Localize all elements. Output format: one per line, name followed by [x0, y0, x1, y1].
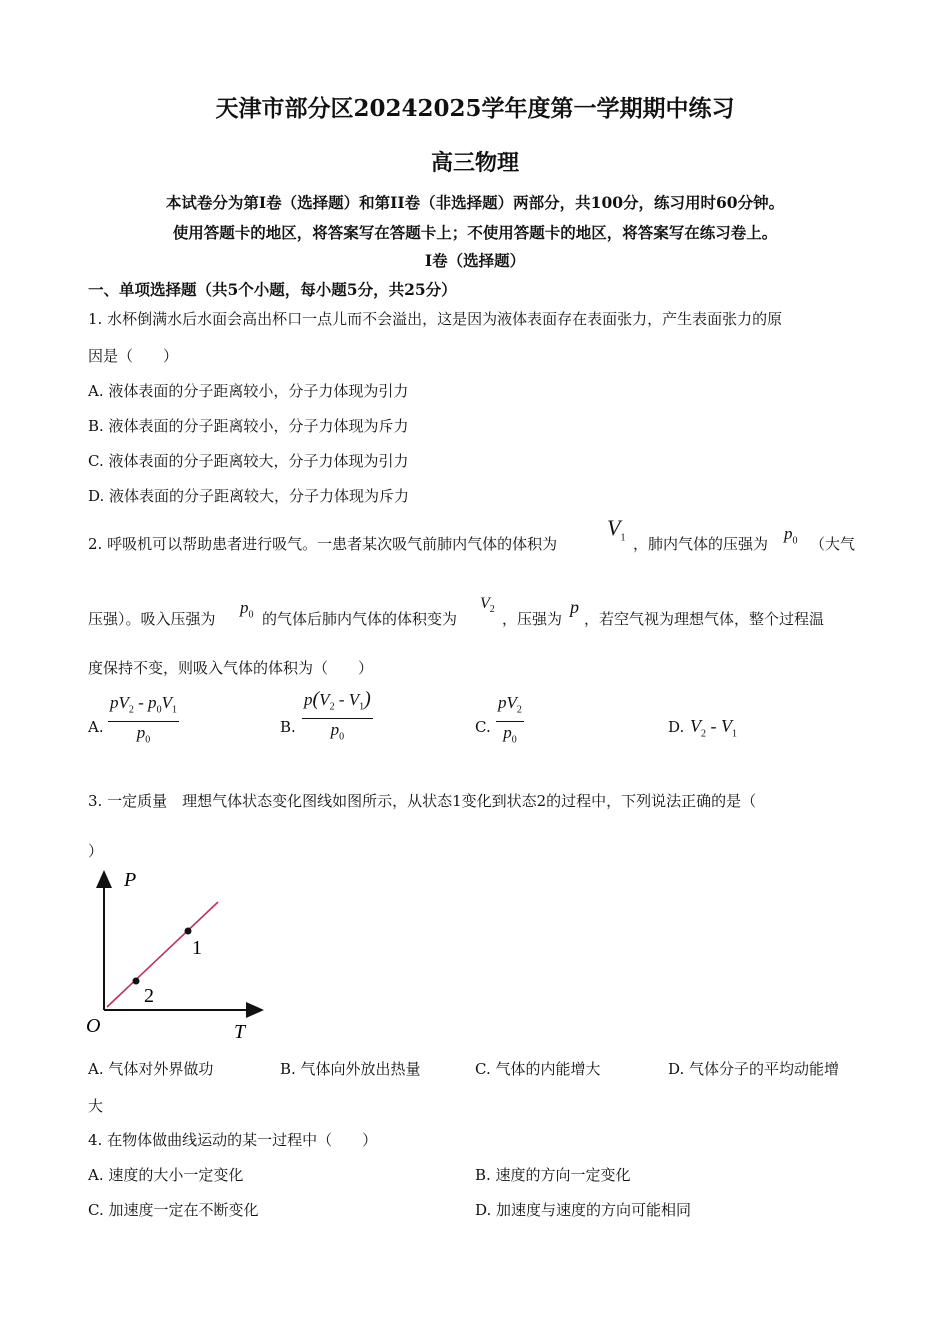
q2-stem-line1b: ，肺内气体的压强为 — [633, 535, 769, 553]
q4-option-b[interactable]: B. 速度的方向一定变化 — [475, 1166, 631, 1184]
q2-stem-line2c: ，压强为 — [502, 610, 563, 628]
volume-title: I卷（选择题） — [424, 251, 526, 270]
q2-stem-line1c: （大气 — [810, 535, 856, 553]
q2-option-d-formula[interactable]: $V_2 - V_1$ — [690, 716, 737, 740]
q3-option-d-cont: 大 — [88, 1097, 104, 1115]
state-2-label: 2 — [144, 985, 154, 1007]
q2-option-b-label[interactable]: B. — [280, 718, 296, 736]
q4-option-c[interactable]: C. 加速度一定在不断变化 — [88, 1201, 259, 1219]
q4-option-d[interactable]: D. 加速度与速度的方向可能相同 — [475, 1201, 692, 1219]
q3-stem-line2: ） — [88, 842, 104, 860]
q4-stem: 4. 在物体做曲线运动的某一过程中（ ） — [88, 1131, 378, 1149]
q2-option-c-formula[interactable]: $pV_2$ $p_0$ — [498, 693, 522, 746]
q2-stem-line2b: 的气体后肺内气体的体积变为 — [262, 610, 458, 628]
q3-stem-line1: 3. 一定质量 理想气体状态变化图线如图所示，从状态1变化到状态2的过程中，下列说法正确的是（ — [88, 792, 757, 810]
state-1-label: 1 — [192, 937, 202, 959]
state-2-point — [133, 978, 140, 985]
pt-graph — [80, 862, 280, 1052]
q1-option-c[interactable]: C. 液体表面的分子距离较大，分子力体现为引力 — [88, 452, 409, 470]
q4-option-a[interactable]: A. 速度的大小一定变化 — [88, 1166, 244, 1184]
q3-option-b[interactable]: B. 气体向外放出热量 — [280, 1060, 421, 1078]
q2-stem-line2a: 压强）。吸入压强为 — [88, 610, 216, 628]
q3-option-a[interactable]: A. 气体对外界做功 — [88, 1060, 214, 1078]
q3-option-d[interactable]: D. 气体分子的平均动能增 — [668, 1060, 840, 1078]
q2-option-d-label[interactable]: D. — [668, 718, 685, 736]
q1-option-b[interactable]: B. 液体表面的分子距离较小，分子力体现为斥力 — [88, 417, 409, 435]
exam-title: 天津市部分区20242025学年度第一学期期中练习 — [215, 95, 735, 122]
q2-option-c-label[interactable]: C. — [475, 718, 491, 736]
q2-var-p: p — [570, 597, 579, 617]
state-1-point — [185, 928, 192, 935]
q2-option-a-formula[interactable]: $pV_2 - p_0V_1$ $p_0$ — [110, 693, 177, 746]
q2-var-p0-b: $p_0$ — [240, 598, 254, 621]
section-title: 一、单项选择题（共5个小题，每小题5分，共25分） — [88, 280, 457, 299]
q3-option-c[interactable]: C. 气体的内能增大 — [475, 1060, 601, 1078]
q1-option-d[interactable]: D. 液体表面的分子距离较大，分子力体现为斥力 — [88, 487, 410, 505]
q1-stem-line2: 因是（ ） — [88, 347, 179, 365]
q2-var-p0: $p_0$ — [784, 524, 798, 547]
q2-var-v1: $V_1$ — [607, 515, 626, 544]
origin-label: O — [86, 1015, 101, 1037]
q1-stem-line1: 1. 水杯倒满水后水面会高出杯口一点儿而不会溢出，这是因为液体表面存在表面张力，产生表面张力的原 — [88, 310, 783, 328]
exam-note-1: 本试卷分为第I卷（选择题）和第II卷（非选择题）两部分，共100分，练习用时60分钟。 — [165, 193, 785, 212]
q2-option-a-label[interactable]: A. — [88, 718, 104, 736]
y-axis-label: P — [124, 869, 137, 891]
q2-stem-line1a: 2. 呼吸机可以帮助患者进行吸气。一患者某次吸气前肺内气体的体积为 — [88, 535, 558, 553]
q1-option-a[interactable]: A. 液体表面的分子距离较小，分子力体现为引力 — [88, 382, 409, 400]
subject-title: 高三物理 — [430, 150, 519, 176]
q2-stem-line2d: ，若空气视为理想气体，整个过程温 — [584, 610, 825, 628]
x-axis-label: T — [234, 1021, 246, 1043]
q2-stem-line3: 度保持不变，则吸入气体的体积为（ ） — [88, 659, 374, 677]
exam-note-2: 使用答题卡的地区，将答案写在答题卡上；不使用答题卡的地区，将答案写在练习卷上。 — [172, 223, 778, 242]
q2-option-b-formula[interactable]: $p(V_2 - V_1)$ $p_0$ — [304, 688, 371, 743]
q2-var-v2: $V_2$ — [480, 595, 495, 616]
